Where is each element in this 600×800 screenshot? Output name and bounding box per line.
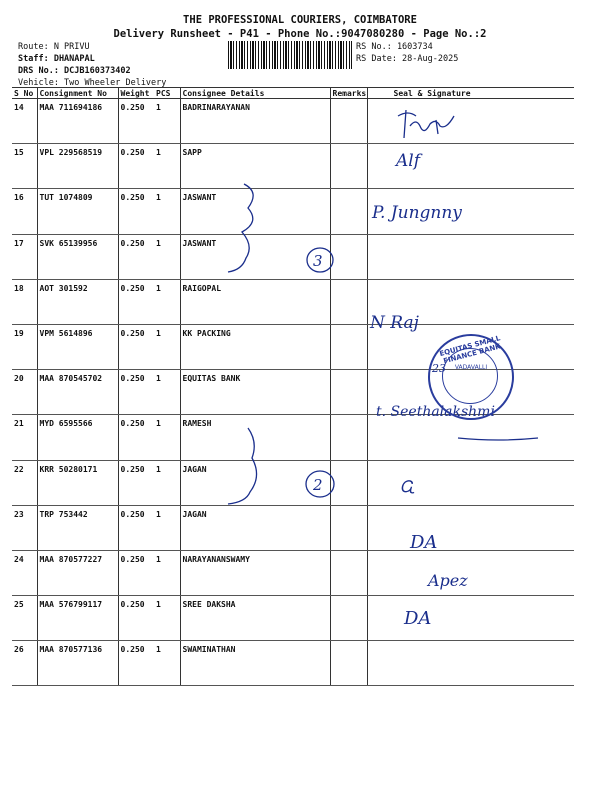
table-row xyxy=(12,460,574,505)
table-row xyxy=(12,505,574,550)
cell-consignment: TUT 1074809 xyxy=(37,189,118,234)
rs-info xyxy=(356,41,458,65)
cell-weight: 0.250 xyxy=(118,596,154,641)
cell-sno: 16 xyxy=(12,189,37,234)
cell-weight: 0.250 xyxy=(118,189,154,234)
cell-sno: 21 xyxy=(12,415,37,460)
cell-consignee: SAPP xyxy=(180,144,330,189)
cell-sno: 19 xyxy=(12,324,37,369)
company-title: THE PROFESSIONAL COURIERS, COIMBATORE xyxy=(183,14,417,26)
cell-remarks xyxy=(330,505,367,550)
cell-consignee: JAGAN xyxy=(180,460,330,505)
table-header xyxy=(12,88,574,99)
cell-consignment: MAA 870577136 xyxy=(37,641,118,686)
cell-consignee: RAIGOPAL xyxy=(180,279,330,324)
route-label: Route: N PRIVU xyxy=(18,42,90,52)
signature-row23: Ꮹ xyxy=(400,477,416,496)
cell-remarks xyxy=(330,189,367,234)
cell-weight: 0.250 xyxy=(118,415,154,460)
cell-consignee: NARAYANANSWAMY xyxy=(180,550,330,595)
cell-consignment: VPM 5614896 xyxy=(37,324,118,369)
cell-pcs: 1 xyxy=(154,234,180,279)
cell-pcs: 1 xyxy=(154,144,180,189)
cell-sno: 15 xyxy=(12,144,37,189)
table-row xyxy=(12,144,574,189)
cell-consignee: EQUITAS BANK xyxy=(180,370,330,415)
cell-sno: 17 xyxy=(12,234,37,279)
signature-row16: P. Jungnny xyxy=(372,203,462,223)
cell-weight: 0.250 xyxy=(118,144,154,189)
cell-pcs: 1 xyxy=(154,550,180,595)
cell-weight: 0.250 xyxy=(118,279,154,324)
cell-remarks xyxy=(330,324,367,369)
cell-pcs: 1 xyxy=(154,324,180,369)
cell-sno: 22 xyxy=(12,460,37,505)
cell-signature xyxy=(367,144,574,189)
table-row xyxy=(12,641,574,686)
vehicle-label: Vehicle: Two Wheeler Delivery xyxy=(18,78,167,88)
cell-remarks xyxy=(330,641,367,686)
cell-sno: 14 xyxy=(12,99,37,144)
signature-row25: Apez xyxy=(428,571,468,590)
cell-signature xyxy=(367,596,574,641)
cell-pcs: 1 xyxy=(154,99,180,144)
cell-consignee: JASWANT xyxy=(180,234,330,279)
cell-sno: 20 xyxy=(12,370,37,415)
cell-signature xyxy=(367,460,574,505)
cell-sno: 24 xyxy=(12,550,37,595)
cell-consignee: RAMESH xyxy=(180,415,330,460)
table-row xyxy=(12,99,574,144)
cell-signature xyxy=(367,279,574,324)
cell-consignment: MYD 6595566 xyxy=(37,415,118,460)
cell-remarks xyxy=(330,596,367,641)
table-row xyxy=(12,234,574,279)
col-signature: Seal & Signature xyxy=(367,88,574,99)
col-pcs: PCS xyxy=(154,88,180,99)
cell-remarks xyxy=(330,279,367,324)
cell-consignment: TRP 753442 xyxy=(37,505,118,550)
cell-sno: 25 xyxy=(12,596,37,641)
cell-consignment: AOT 301592 xyxy=(37,279,118,324)
cell-remarks xyxy=(330,99,367,144)
cell-pcs: 1 xyxy=(154,596,180,641)
stamp-subtext: VADAVALLI xyxy=(454,364,488,371)
table-row xyxy=(12,550,574,595)
cell-consignee: JAGAN xyxy=(180,505,330,550)
cell-remarks xyxy=(330,460,367,505)
cell-weight: 0.250 xyxy=(118,234,154,279)
cell-weight: 0.250 xyxy=(118,370,154,415)
cell-remarks xyxy=(330,550,367,595)
cell-consignment: KRR 50280171 xyxy=(37,460,118,505)
cell-remarks xyxy=(330,144,367,189)
signature-row21: t. Seethalakshmi xyxy=(376,404,495,420)
count-2: 2 xyxy=(313,476,323,494)
signature-row24: DA xyxy=(410,532,438,553)
cell-weight: 0.250 xyxy=(118,641,154,686)
signature-row20: 23 xyxy=(432,362,446,375)
cell-pcs: 1 xyxy=(154,415,180,460)
cell-consignee: SREE DAKSHA xyxy=(180,596,330,641)
cell-pcs: 1 xyxy=(154,505,180,550)
cell-pcs: 1 xyxy=(154,460,180,505)
cell-weight: 0.250 xyxy=(118,324,154,369)
cell-pcs: 1 xyxy=(154,279,180,324)
cell-weight: 0.250 xyxy=(118,550,154,595)
cell-weight: 0.250 xyxy=(118,99,154,144)
cell-signature xyxy=(367,505,574,550)
count-3: 3 xyxy=(313,252,323,270)
table-row xyxy=(12,279,574,324)
col-consignment: Consignment No xyxy=(37,88,118,99)
cell-consignment: MAA 711694186 xyxy=(37,99,118,144)
cell-consignee: KK PACKING xyxy=(180,324,330,369)
cell-signature xyxy=(367,641,574,686)
cell-sno: 23 xyxy=(12,505,37,550)
cell-consignment: MAA 576799117 xyxy=(37,596,118,641)
signature-row19: N Raj xyxy=(370,313,419,333)
cell-remarks xyxy=(330,234,367,279)
cell-consignee: JASWANT xyxy=(180,189,330,234)
cell-weight: 0.250 xyxy=(118,460,154,505)
cell-consignment: VPL 229568519 xyxy=(37,144,118,189)
runsheet-subtitle: Delivery Runsheet - P41 - Phone No.:9047080280 - Page No.:2 xyxy=(113,28,487,40)
route-info xyxy=(18,41,166,89)
cell-consignment: MAA 870545702 xyxy=(37,370,118,415)
cell-signature xyxy=(367,99,574,144)
col-weight: Weight xyxy=(118,88,154,99)
bank-seal-stamp xyxy=(428,334,514,420)
col-consignee: Consignee Details xyxy=(180,88,330,99)
cell-consignment: MAA 870577227 xyxy=(37,550,118,595)
cell-signature xyxy=(367,189,574,234)
cell-signature xyxy=(367,415,574,460)
cell-signature xyxy=(367,550,574,595)
rs-date: RS Date: 28-Aug-2025 xyxy=(356,54,459,64)
col-sno: S No xyxy=(12,88,37,99)
col-remarks: Remarks xyxy=(330,88,367,99)
cell-pcs: 1 xyxy=(154,189,180,234)
signature-row15: Alf xyxy=(396,151,421,171)
cell-consignee: BADRINARAYANAN xyxy=(180,99,330,144)
table-row xyxy=(12,596,574,641)
stamp-text: EQUITAS SMALL FINANCE BANK xyxy=(438,334,502,366)
table-row xyxy=(12,189,574,234)
cell-pcs: 1 xyxy=(154,641,180,686)
cell-sno: 18 xyxy=(12,279,37,324)
cell-pcs: 1 xyxy=(154,370,180,415)
staff-label: Staff: DHANAPAL xyxy=(18,54,95,64)
cell-consignee: SWAMINATHAN xyxy=(180,641,330,686)
cell-signature xyxy=(367,234,574,279)
cell-consignment: SVK 65139956 xyxy=(37,234,118,279)
rs-number: RS No.: 1603734 xyxy=(356,42,433,52)
cell-remarks xyxy=(330,415,367,460)
cell-weight: 0.250 xyxy=(118,505,154,550)
barcode xyxy=(228,41,352,69)
cell-remarks xyxy=(330,370,367,415)
cell-sno: 26 xyxy=(12,641,37,686)
drs-label: DRS No.: DCJB160373402 xyxy=(18,66,131,76)
table-row xyxy=(12,415,574,460)
signature-row26: DA xyxy=(404,608,432,629)
